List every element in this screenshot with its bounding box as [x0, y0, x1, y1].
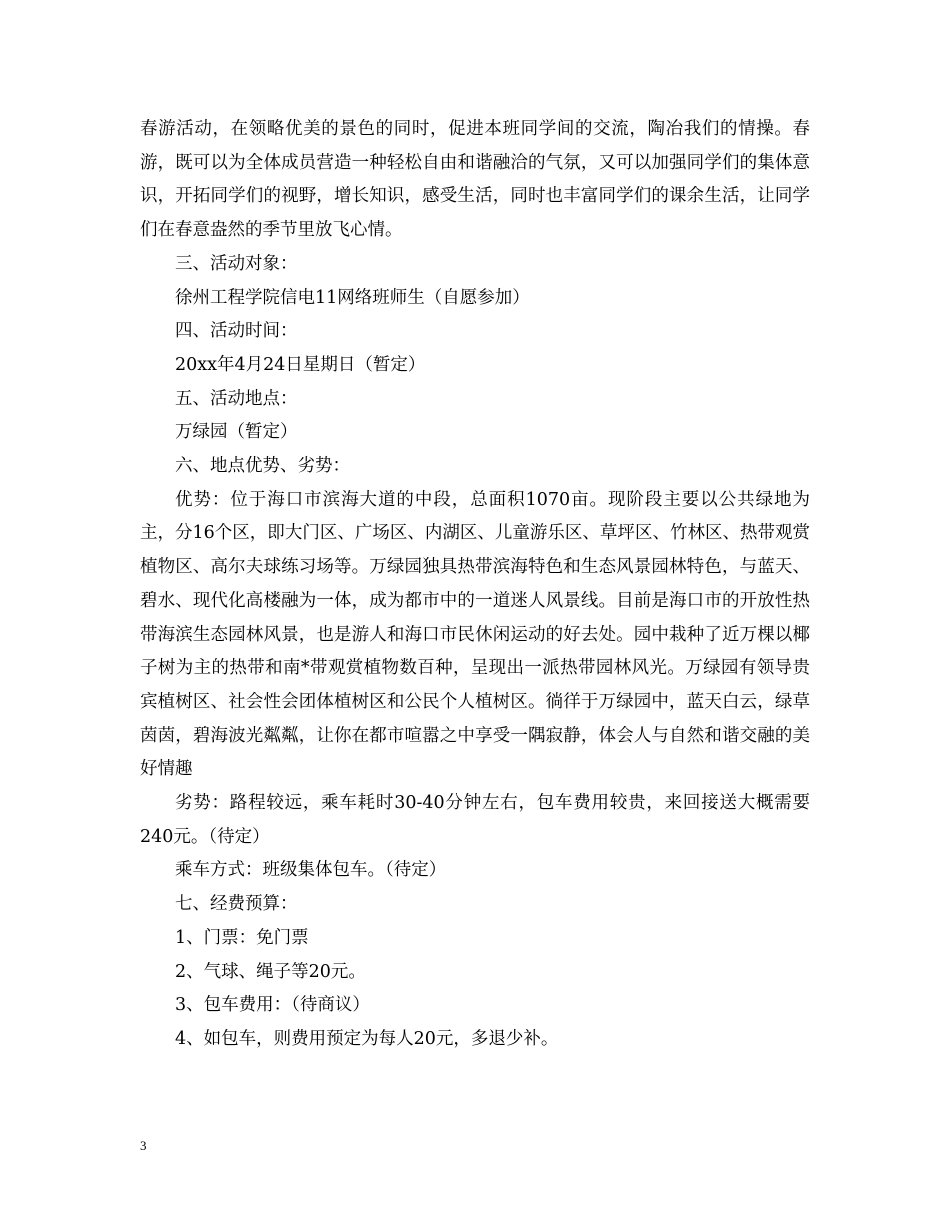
- heading-budget: 七、经费预算：: [175, 894, 298, 915]
- paragraph-activity-location: 万绿园（暂定）: [175, 422, 298, 443]
- document-body: [140, 113, 810, 1057]
- budget-item-balloons: 2、气球、绳子等20元。: [175, 961, 366, 982]
- heading-activity-target: 三、活动对象：: [175, 253, 298, 274]
- heading-location-pros-cons: 六、地点优势、劣势：: [175, 456, 350, 477]
- paragraph-intro: 春游活动，在领略优美的景色的同时，促进本班同学间的交流，陶冶我们的情操。春游，既可以为全体成员营造一种轻松自由和谐融洽的气氛，又可以加强同学们的集体意识，开拓同学们的视野，增长知识，感受生活，同时也丰富同学们的课余生活，让同学们在春意盎然的季节里放飞心情。: [140, 119, 810, 241]
- paragraph-activity-target: 徐州工程学院信电11网络班师生（自愿参加）: [175, 287, 530, 308]
- heading-activity-time: 四、活动时间：: [175, 321, 298, 342]
- paragraph-disadvantages: 劣势：路程较远，乘车耗时30-40分钟左右，包车费用较贵，来回接送大概需要240元。（待定）: [140, 793, 810, 847]
- budget-item-bus: 3、包车费用：（待商议）: [175, 995, 370, 1016]
- budget-item-per-person: 4、如包车，则费用预定为每人20元，多退少补。: [175, 1028, 559, 1049]
- paragraph-advantages: 优势：位于海口市滨海大道的中段，总面积1070亩。现阶段主要以公共绿地为主，分16个区，即大门区、广场区、内湖区、儿童游乐区、草坪区、竹林区、热带观赏植物区、高尔夫球练习场等。万绿园独具热带滨海特色和生态风景园林特色，与蓝天、碧水、现代化高楼融为一体，成为都市中的一道迷人风景线。目前是海口市的开放性热带海滨生态园林风景，也是游人和海口市民休闲运动的好去处。园中栽种了近万棵以椰子树为主的热带和南*带观赏植物数百种，呈现出一派热带园林风光。万绿园有领导贵宾植树区、社会性会团体植树区和公民个人植树区。徜徉于万绿园中，蓝天白云，绿草茵茵，碧海波光粼粼，让你在都市喧嚣之中享受一隅寂静，体会人与自然和谐交融的美好情趣: [140, 489, 810, 780]
- page-number: 3: [140, 1138, 147, 1153]
- heading-activity-location: 五、活动地点：: [175, 388, 298, 409]
- paragraph-transport: 乘车方式：班级集体包车。（待定）: [175, 860, 447, 881]
- paragraph-activity-time: 20xx年4月24日星期日（暂定）: [175, 354, 426, 375]
- budget-item-tickets: 1、门票：免门票: [175, 927, 309, 948]
